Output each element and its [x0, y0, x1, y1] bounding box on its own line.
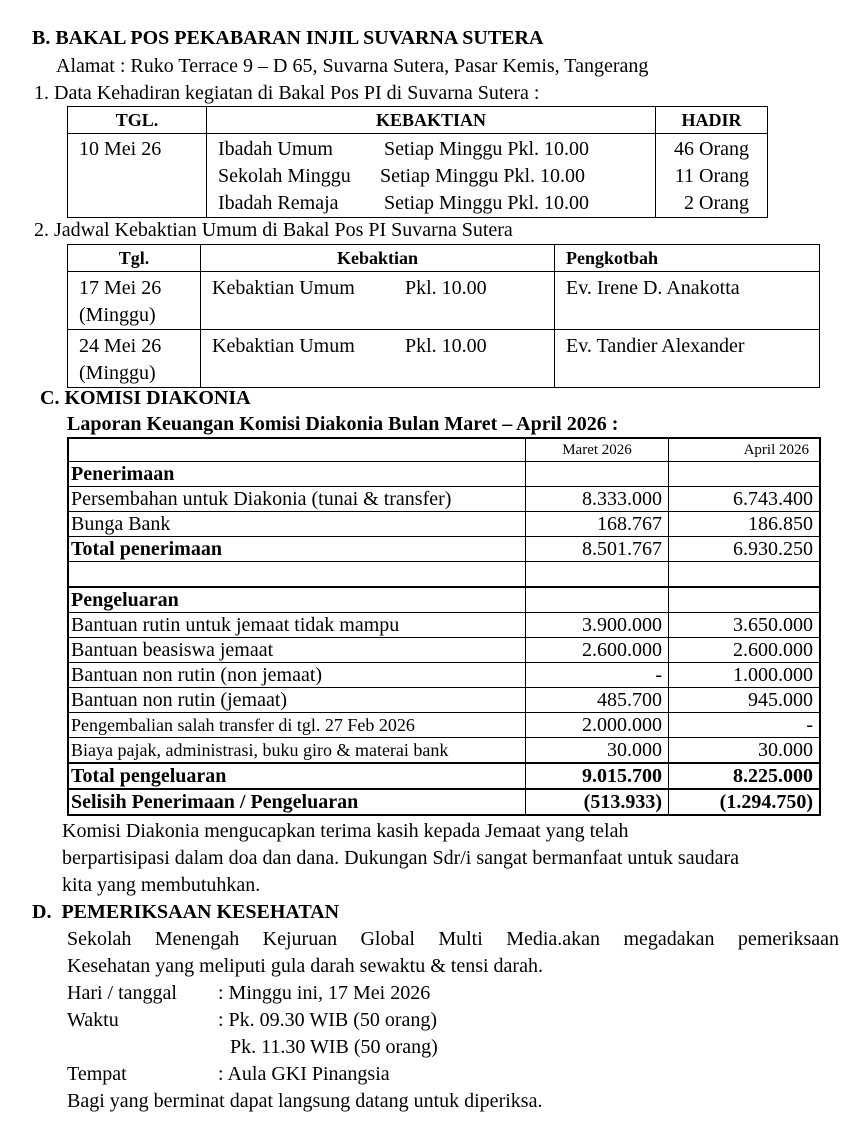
row-label: Pengembalian salah transfer di tgl. 27 Feb 2026	[68, 713, 526, 738]
schedule-heading: 2. Jadwal Kebaktian Umum di Bakal Pos PI Suvarna Sutera	[34, 219, 513, 241]
day-value: : Minggu ini, 17 Mei 2026	[218, 982, 431, 1004]
value-maret: 2.000.000	[526, 713, 669, 738]
col-header-kebaktian: Kebaktian	[201, 245, 555, 272]
table-row	[68, 487, 820, 512]
value-april: 186.850	[669, 512, 821, 537]
intro-line-2: Kesehatan yang meliputi gula darah sewaktu & tensi darah.	[67, 955, 543, 977]
report-title: Laporan Keuangan Komisi Diakonia Bulan Maret – April 2026 :	[67, 413, 619, 435]
intro-text: Sekolah Menengah Kejuruan Global Multi Media.akan megadakan pemeriksaan	[67, 928, 839, 950]
service-name: Sekolah Minggu	[218, 165, 351, 187]
table-row	[68, 330, 820, 388]
table-row	[68, 587, 820, 613]
value-maret: 2.600.000	[526, 638, 669, 663]
place-label: Tempat	[67, 1063, 127, 1085]
col-header-maret: Maret 2026	[526, 438, 669, 462]
difference-maret: (513.933)	[526, 789, 669, 815]
service-time: Setiap Minggu Pkl. 10.00	[384, 192, 590, 214]
service-name: Kebaktian Umum	[212, 277, 355, 299]
table-row	[68, 272, 820, 330]
address-line: Alamat : Ruko Terrace 9 – D 65, Suvarna Sutera, Pasar Kemis, Tangerang	[56, 55, 649, 77]
day-label: Hari / tanggal	[67, 982, 177, 1004]
row-label: Bantuan non rutin (jemaat)	[68, 688, 526, 713]
schedule-service	[201, 272, 555, 330]
empty-cell	[669, 562, 821, 588]
table-row	[68, 638, 820, 663]
value-maret: -	[526, 663, 669, 688]
difference-april: (1.294.750)	[669, 789, 821, 815]
service-time: Setiap Minggu Pkl. 10.00	[380, 165, 586, 187]
value-april: 3.650.000	[669, 613, 821, 638]
value-april: 6.743.400	[669, 487, 821, 512]
table-row	[68, 789, 820, 815]
day-text: (Minggu)	[79, 304, 156, 326]
col-header-tgl: TGL.	[68, 107, 207, 134]
table-row	[68, 613, 820, 638]
empty-cell	[68, 562, 526, 588]
income-label: Penerimaan	[68, 462, 526, 487]
expense-label: Pengeluaran	[68, 587, 526, 613]
value-maret: 3.900.000	[526, 613, 669, 638]
table-row	[68, 537, 820, 562]
row-label: Biaya pajak, administrasi, buku giro & materai bank	[68, 738, 526, 764]
value-maret: 485.700	[526, 688, 669, 713]
attendance-heading: 1. Data Kehadiran kegiatan di Bakal Pos PI di Suvarna Sutera :	[34, 82, 540, 104]
income-total-label: Total penerimaan	[68, 537, 526, 562]
intro-line-1	[67, 926, 839, 953]
value-april: -	[669, 713, 821, 738]
service-time: Pkl. 10.00	[405, 277, 487, 299]
section-d-title: D. PEMERIKSAAN KESEHATAN	[32, 901, 340, 923]
service-time: Pkl. 10.00	[405, 335, 487, 357]
time-value-1: : Pk. 09.30 WIB (50 orang)	[218, 1009, 438, 1031]
row-label: Persembahan untuk Diakonia (tunai & transfer)	[68, 487, 526, 512]
section-b-title: B. BAKAL POS PEKABARAN INJIL SUVARNA SUTERA	[32, 27, 544, 49]
income-total-maret: 8.501.767	[526, 537, 669, 562]
value-maret: 168.767	[526, 512, 669, 537]
table-row	[218, 136, 655, 163]
table-row	[218, 190, 655, 217]
expense-total-april: 8.225.000	[669, 763, 821, 789]
table-row	[68, 763, 820, 789]
value-maret: 30.000	[526, 738, 669, 764]
value-april: 2.600.000	[669, 638, 821, 663]
service-name: Kebaktian Umum	[212, 335, 355, 357]
section-c-title: C. KOMISI DIAKONIA	[40, 387, 251, 409]
attendance-table	[67, 106, 768, 218]
empty-header	[68, 438, 526, 462]
table-row	[68, 462, 820, 487]
attendance-count: 11 Orang	[674, 165, 749, 187]
value-april: 945.000	[669, 688, 821, 713]
value-maret: 8.333.000	[526, 487, 669, 512]
row-label: Bantuan non rutin (non jemaat)	[68, 663, 526, 688]
value-april: 30.000	[669, 738, 821, 764]
row-label: Bantuan rutin untuk jemaat tidak mampu	[68, 613, 526, 638]
value-april: 1.000.000	[669, 663, 821, 688]
place-value: : Aula GKI Pinangsia	[218, 1063, 390, 1085]
col-header-pengkotbah: Pengkotbah	[555, 245, 820, 272]
row-label: Bantuan beasiswa jemaat	[68, 638, 526, 663]
finance-table	[67, 437, 821, 816]
attendance-count: 46 Orang	[674, 138, 749, 160]
service-name: Ibadah Remaja	[218, 192, 339, 214]
table-row	[68, 713, 820, 738]
table-row	[218, 163, 655, 190]
table-row	[68, 663, 820, 688]
day-text: (Minggu)	[79, 362, 156, 384]
empty-cell	[669, 587, 821, 613]
empty-cell	[526, 462, 669, 487]
service-name: Ibadah Umum	[218, 138, 333, 160]
attendance-date: 10 Mei 26	[68, 134, 207, 218]
attendance-count: 2 Orang	[684, 192, 749, 214]
schedule-preacher: Ev. Irene D. Anakotta	[555, 272, 820, 330]
thanks-line-2: berpartisipasi dalam doa dan dana. Dukungan Sdr/i sangat bermanfaat untuk saudara	[62, 847, 740, 869]
thanks-line-1: Komisi Diakonia mengucapkan terima kasih kepada Jemaat yang telah	[62, 820, 629, 842]
table-row	[68, 688, 820, 713]
schedule-table	[67, 244, 820, 388]
table-row	[68, 738, 820, 764]
row-label: Bunga Bank	[68, 512, 526, 537]
schedule-preacher: Ev. Tandier Alexander	[555, 330, 820, 388]
service-time: Setiap Minggu Pkl. 10.00	[384, 138, 590, 160]
expense-total-label: Total pengeluaran	[68, 763, 526, 789]
table-row	[68, 562, 820, 588]
table-row	[68, 512, 820, 537]
empty-cell	[526, 562, 669, 588]
attendance-counts	[656, 134, 768, 218]
income-total-april: 6.930.250	[669, 537, 821, 562]
col-header-tgl: Tgl.	[68, 245, 201, 272]
col-header-april: April 2026	[669, 438, 821, 462]
attendance-services	[207, 134, 656, 218]
empty-cell	[669, 462, 821, 487]
time-label: Waktu	[67, 1009, 119, 1031]
date-text: 17 Mei 26	[79, 277, 162, 299]
thanks-line-3: kita yang membutuhkan.	[62, 874, 261, 896]
col-header-kebaktian: KEBAKTIAN	[207, 107, 656, 134]
closing-line: Bagi yang berminat dapat langsung datang untuk diperiksa.	[67, 1090, 543, 1112]
schedule-date	[68, 272, 201, 330]
date-text: 24 Mei 26	[79, 335, 162, 357]
difference-label: Selisih Penerimaan / Pengeluaran	[68, 789, 526, 815]
schedule-service	[201, 330, 555, 388]
empty-cell	[526, 587, 669, 613]
col-header-hadir: HADIR	[656, 107, 768, 134]
time-value-2: Pk. 11.30 WIB (50 orang)	[230, 1036, 438, 1058]
schedule-date	[68, 330, 201, 388]
expense-total-maret: 9.015.700	[526, 763, 669, 789]
